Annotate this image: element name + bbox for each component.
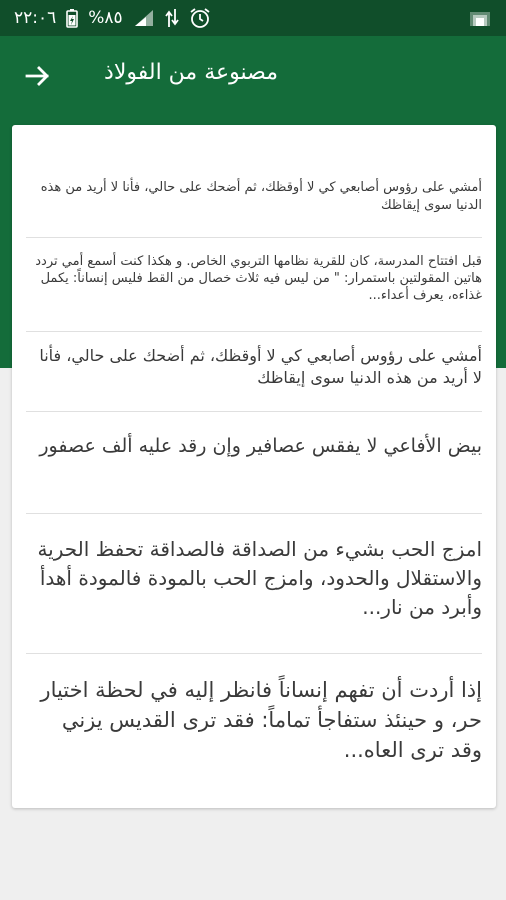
- quote-item[interactable]: أمشي على رؤوس أصابعي كي لا أوقظك، ثم أضحك على حالي، فأنا لا أريد من هذه الدنيا سوى إيقاظك: [40, 180, 482, 213]
- divider: [26, 411, 482, 412]
- wifi-icon: [468, 9, 492, 27]
- quote-item[interactable]: بيض الأفاعي لا يفقس عصافير وإن رقد عليه ألف عصفور: [39, 435, 482, 457]
- divider: [26, 237, 482, 238]
- quote-item[interactable]: أمشي على رؤوس أصابعي كي لا أوقظك، ثم أضحك على حالي، فأنا لا أريد من هذه الدنيا سوى إيقاظك: [39, 346, 482, 387]
- signal-icon: [133, 9, 155, 27]
- divider: [26, 653, 482, 654]
- back-button[interactable]: [20, 58, 56, 94]
- clock: ٢٢:٠٦: [14, 8, 57, 28]
- divider: [26, 513, 482, 514]
- battery-percent: %٨٥: [88, 8, 123, 28]
- app-bar: [0, 36, 506, 116]
- arrow-right-icon: [25, 63, 51, 89]
- alarm-icon: [189, 7, 211, 29]
- data-arrows-icon: [165, 8, 179, 28]
- quotes-card: [12, 125, 496, 808]
- quote-item[interactable]: قبل افتتاح المدرسة، كان للقرية نظامها التربوي الخاص. و هكذا كنت أسمع أمي تردد هاتين المقولتين باستمرار: " من ليس فيه ثلاث خصال من القط فليس إنساناً: يكمل غذاءه، يعرف أعداء...: [35, 254, 482, 303]
- divider: [26, 331, 482, 332]
- page-title: مصنوعة من الفولاذ: [104, 60, 278, 85]
- quote-item[interactable]: إذا أردت أن تفهم إنساناً فانظر إليه في لحظة اختيار حر، و حينئذ ستفاجأ تماماً: فقد ترى القديس يزني وقد ترى العاه...: [40, 678, 482, 762]
- status-right: [468, 9, 492, 27]
- battery-icon: [66, 8, 78, 28]
- status-left: [14, 7, 211, 29]
- status-bar: [0, 0, 506, 36]
- quote-item[interactable]: امزج الحب بشيء من الصداقة فالصداقة تحفظ الحرية والاستقلال والحدود، وامزج الحب بالمودة فالمودة أهدأ وأبرد من نار...: [37, 537, 482, 619]
